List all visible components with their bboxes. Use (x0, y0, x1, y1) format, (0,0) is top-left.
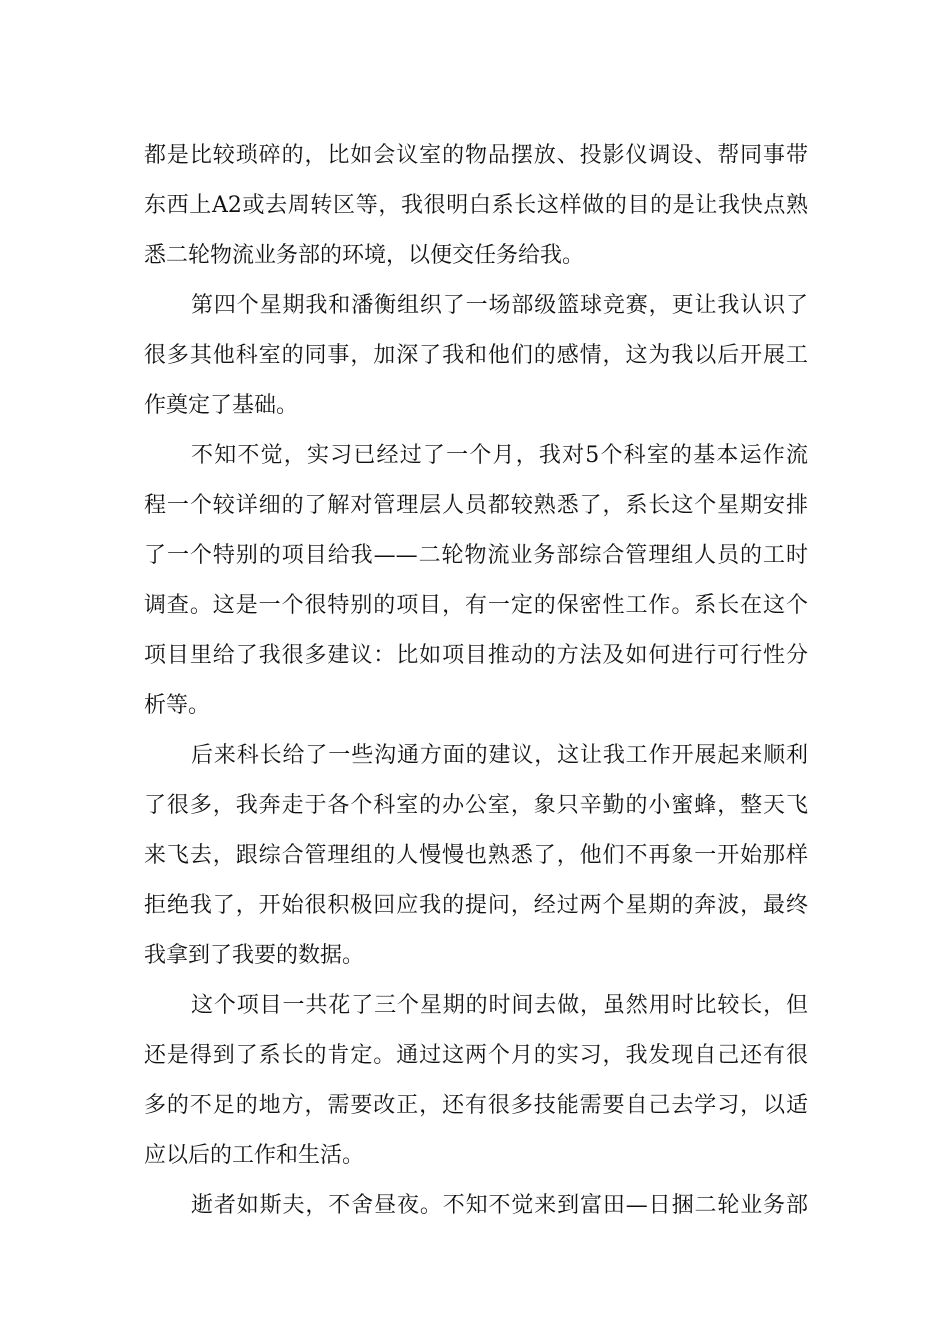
text-line: 逝者如斯夫，不舍昼夜。不知不觉来到富田—日捆二轮业务部 (191, 1193, 808, 1218)
paragraph-6 (144, 1181, 808, 1231)
text-line: 不知不觉，实习已经过了一个月，我对5个科室的基本运作流 (191, 443, 808, 468)
text-line: 这个项目一共花了三个星期的时间去做，虽然用时比较长，但 (191, 993, 808, 1018)
text-line: 拒绝我了，开始很积极回应我的提问，经过两个星期的奔波，最终 (144, 893, 808, 918)
text-line: 应以后的工作和生活。 (144, 1143, 365, 1168)
text-line: 都是比较琐碎的，比如会议室的物品摆放、投影仪调设、帮同事带 (144, 143, 808, 168)
text-line: 程一个较详细的了解对管理层人员都较熟悉了，系长这个星期安排 (144, 493, 808, 518)
text-line: 项目里给了我很多建议：比如项目推动的方法及如何进行可行性分 (144, 643, 808, 668)
text-line: 悉二轮物流业务部的环境，以便交任务给我。 (144, 243, 585, 268)
paragraph-1 (144, 131, 808, 281)
paragraph-5 (144, 981, 808, 1181)
paragraph-2 (144, 281, 808, 431)
text-line: 来飞去，跟综合管理组的人慢慢也熟悉了，他们不再象一开始那样 (144, 843, 808, 868)
text-line: 我拿到了我要的数据。 (144, 943, 365, 968)
paragraph-3 (144, 431, 808, 731)
text-line: 很多其他科室的同事，加深了我和他们的感情，这为我以后开展工 (144, 343, 808, 368)
text-line: 还是得到了系长的肯定。通过这两个月的实习，我发现自己还有很 (144, 1043, 808, 1068)
paragraph-4 (144, 731, 808, 981)
text-line: 作奠定了基础。 (144, 393, 299, 418)
text-line: 后来科长给了一些沟通方面的建议，这让我工作开展起来顺利 (191, 743, 808, 768)
text-line: 调查。这是一个很特别的项目，有一定的保密性工作。系长在这个 (144, 593, 808, 618)
text-line: 析等。 (144, 693, 211, 718)
text-line: 第四个星期我和潘衡组织了一场部级篮球竞赛，更让我认识了 (191, 293, 808, 318)
text-line: 东西上A2或去周转区等，我很明白系长这样做的目的是让我快点熟 (144, 193, 808, 218)
text-line: 了很多，我奔走于各个科室的办公室，象只辛勤的小蜜蜂，整天飞 (144, 793, 808, 818)
text-line: 多的不足的地方，需要改正，还有很多技能需要自己去学习，以适 (144, 1093, 808, 1118)
document-body (144, 131, 808, 1231)
text-line: 了一个特别的项目给我——二轮物流业务部综合管理组人员的工时 (144, 543, 808, 568)
